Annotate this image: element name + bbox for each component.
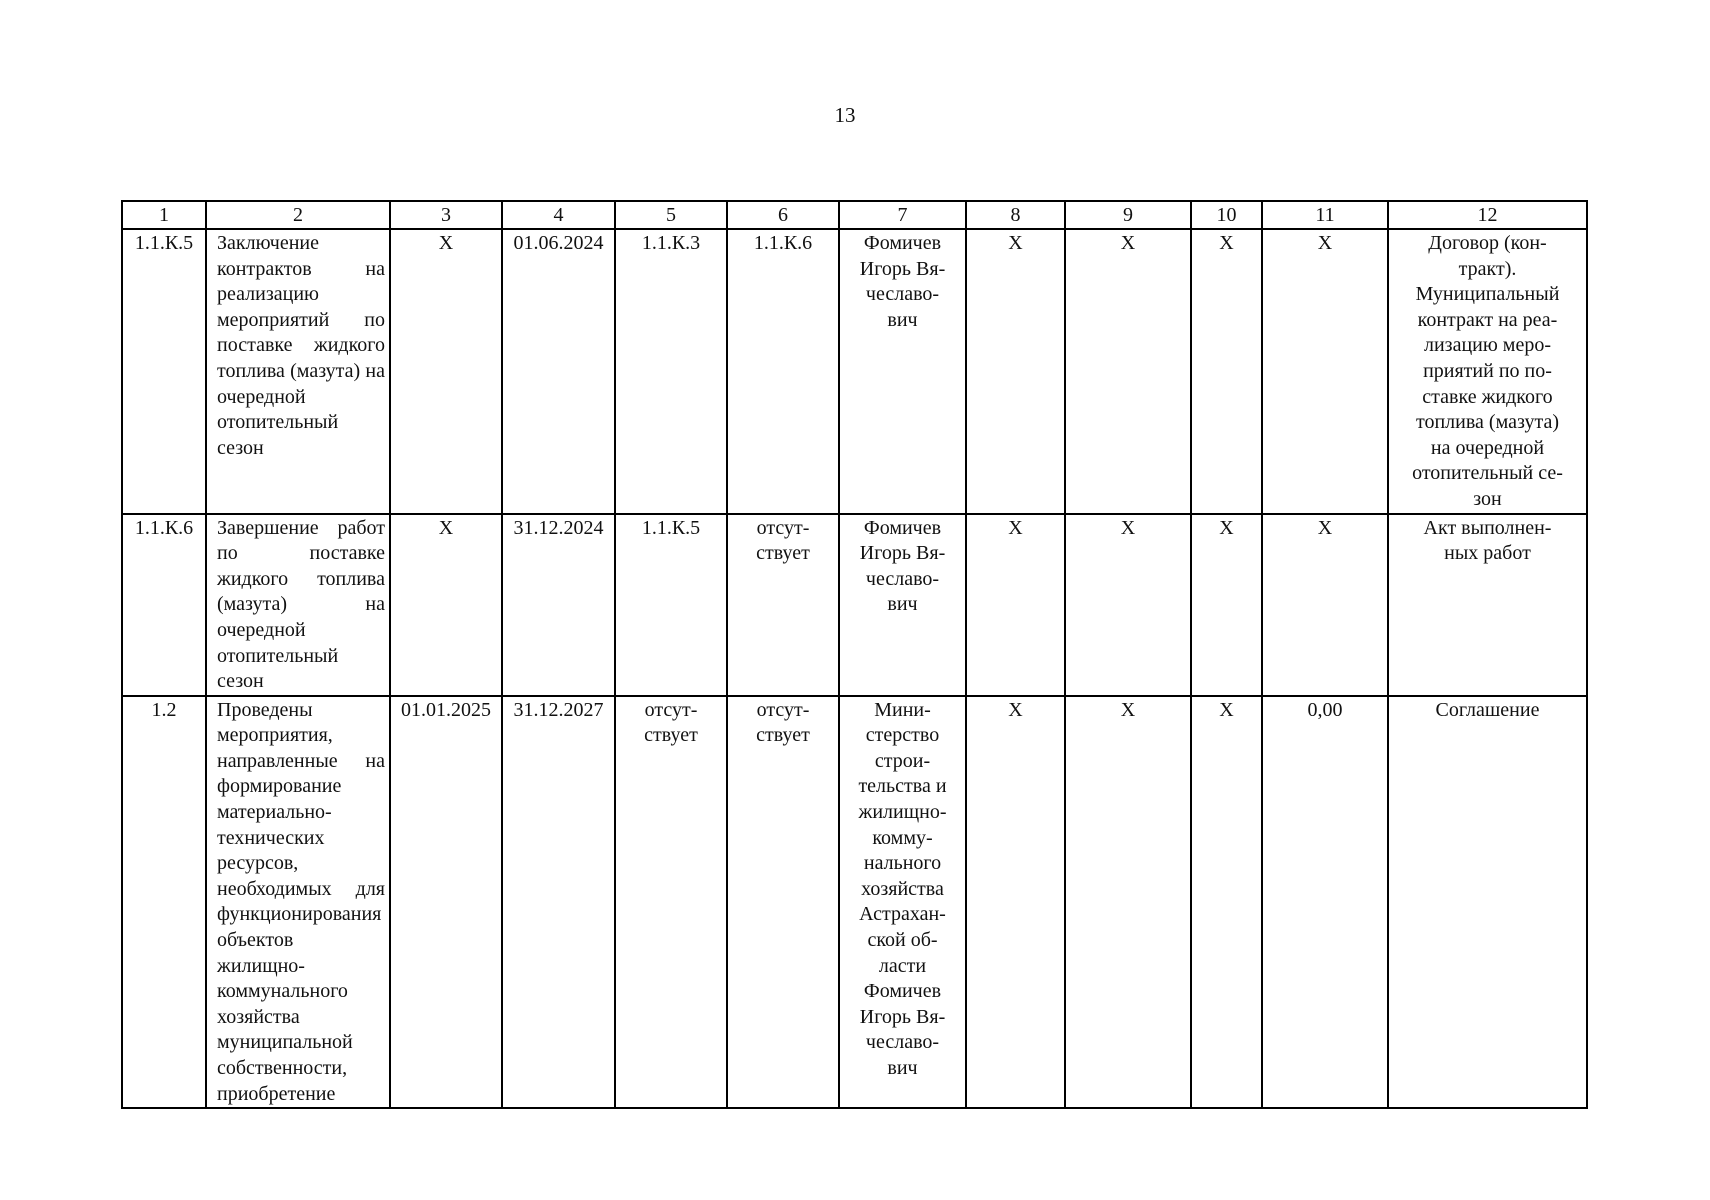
table-row bbox=[122, 696, 1587, 1109]
row-col11: Х bbox=[1262, 229, 1388, 514]
row-predecessor: 1.1.К.5 bbox=[615, 514, 727, 696]
row-document bbox=[1388, 229, 1587, 514]
responsible-line: ской об- bbox=[867, 929, 938, 952]
successor-line: отсут- bbox=[756, 516, 810, 539]
responsible-line: Фомичев bbox=[863, 516, 942, 539]
plan-table bbox=[121, 200, 1588, 1109]
row-end: 31.12.2027 bbox=[502, 696, 615, 1109]
responsible-line: вич bbox=[887, 593, 918, 616]
row-col11: 0,00 bbox=[1262, 696, 1388, 1109]
row-start: 01.01.2025 bbox=[390, 696, 502, 1109]
row-name: Завершение работ по поставке жидкого топлива (мазута) на очередной отопительный сезон bbox=[206, 514, 390, 696]
row-name: Проведены мероприятия, направленные на формирование материально-технических ресурсов, необходимых для функционирования объектов жилищно-коммунального хозяйства муниципальной собственности, приобретение bbox=[206, 696, 390, 1109]
document-line: ставке жидкого bbox=[1422, 385, 1553, 408]
row-predecessor bbox=[615, 696, 727, 1109]
row-col9: Х bbox=[1065, 696, 1191, 1109]
responsible-line: Фомичев bbox=[863, 980, 942, 1003]
responsible-line: строи- bbox=[874, 749, 931, 772]
document-line: контракт на реа- bbox=[1417, 308, 1558, 331]
row-responsible bbox=[839, 696, 966, 1109]
row-responsible bbox=[839, 514, 966, 696]
column-header: 9 bbox=[1065, 201, 1191, 229]
column-header: 12 bbox=[1388, 201, 1587, 229]
predecessor-line: отсут- bbox=[644, 698, 698, 721]
row-col10: Х bbox=[1191, 514, 1262, 696]
document-line: лизацию меро- bbox=[1423, 334, 1551, 357]
row-col8: Х bbox=[966, 514, 1065, 696]
responsible-line: чеславо- bbox=[865, 283, 940, 306]
responsible-line: Мини- bbox=[874, 698, 931, 721]
row-code: 1.1.К.6 bbox=[122, 514, 206, 696]
document-line: ных работ bbox=[1444, 542, 1531, 565]
row-document bbox=[1388, 696, 1587, 1109]
document-line: Договор (кон- bbox=[1428, 232, 1547, 254]
document-line: зон bbox=[1473, 487, 1502, 510]
row-col8: Х bbox=[966, 696, 1065, 1109]
column-header: 11 bbox=[1262, 201, 1388, 229]
responsible-line: стерство bbox=[865, 724, 940, 747]
column-header: 8 bbox=[966, 201, 1065, 229]
responsible-line: вич bbox=[887, 308, 918, 331]
row-start: Х bbox=[390, 514, 502, 696]
row-successor bbox=[727, 696, 839, 1109]
successor-line: отсут- bbox=[756, 698, 810, 721]
column-header: 5 bbox=[615, 201, 727, 229]
responsible-line: хозяйства bbox=[861, 877, 944, 900]
column-header: 6 bbox=[727, 201, 839, 229]
row-code: 1.1.К.5 bbox=[122, 229, 206, 514]
document-line: тракт). bbox=[1458, 257, 1517, 280]
responsible-line: вич bbox=[887, 1057, 918, 1079]
table-header-row bbox=[122, 201, 1587, 229]
responsible-line: жилищно- bbox=[858, 801, 947, 824]
responsible-line: Игорь Вя- bbox=[859, 257, 946, 280]
document-line: Соглашение bbox=[1435, 698, 1540, 721]
row-predecessor: 1.1.К.3 bbox=[615, 229, 727, 514]
table-row bbox=[122, 514, 1587, 696]
column-header: 10 bbox=[1191, 201, 1262, 229]
document-line: приятий по по- bbox=[1423, 359, 1552, 382]
responsible-line: Фомичев bbox=[863, 232, 942, 254]
predecessor-line: ствует bbox=[644, 724, 698, 747]
row-successor: 1.1.К.6 bbox=[727, 229, 839, 514]
column-header: 4 bbox=[502, 201, 615, 229]
row-responsible bbox=[839, 229, 966, 514]
successor-line: ствует bbox=[756, 542, 810, 565]
row-document bbox=[1388, 514, 1587, 696]
row-name: Заключение контрактов на реализацию мероприятий по поставке жидкого топлива (мазута) на очередной отопительный сезон bbox=[206, 229, 390, 514]
responsible-line: Игорь Вя- bbox=[859, 542, 946, 565]
responsible-line: нального bbox=[863, 852, 942, 875]
row-col8: Х bbox=[966, 229, 1065, 514]
column-header: 7 bbox=[839, 201, 966, 229]
document-line: Муниципальный bbox=[1415, 283, 1560, 306]
responsible-line: ласти bbox=[878, 954, 927, 977]
document-line: Акт выполнен- bbox=[1423, 516, 1552, 539]
responsible-line: чеславо- bbox=[865, 1031, 940, 1054]
row-col10: Х bbox=[1191, 696, 1262, 1109]
row-code: 1.2 bbox=[122, 696, 206, 1109]
responsible-line: чеславо- bbox=[865, 567, 940, 590]
document-line: на очередной bbox=[1430, 436, 1545, 459]
row-col11: Х bbox=[1262, 514, 1388, 696]
responsible-line: Игорь Вя- bbox=[859, 1005, 946, 1028]
row-col10: Х bbox=[1191, 229, 1262, 514]
responsible-line: Астрахан- bbox=[859, 903, 946, 926]
row-end: 01.06.2024 bbox=[502, 229, 615, 514]
column-header: 1 bbox=[122, 201, 206, 229]
row-successor bbox=[727, 514, 839, 696]
row-col9: Х bbox=[1065, 514, 1191, 696]
column-header: 3 bbox=[390, 201, 502, 229]
page-number: 13 bbox=[834, 103, 856, 127]
column-header: 2 bbox=[206, 201, 390, 229]
document-line: топлива (мазута) bbox=[1416, 411, 1559, 434]
document-line: отопительный се- bbox=[1412, 462, 1563, 485]
row-end: 31.12.2024 bbox=[502, 514, 615, 696]
successor-line: ствует bbox=[756, 724, 810, 747]
row-col9: Х bbox=[1065, 229, 1191, 514]
responsible-line: тельства и bbox=[858, 775, 947, 798]
row-start: Х bbox=[390, 229, 502, 514]
responsible-line: комму- bbox=[872, 826, 933, 849]
table-row bbox=[122, 229, 1587, 514]
